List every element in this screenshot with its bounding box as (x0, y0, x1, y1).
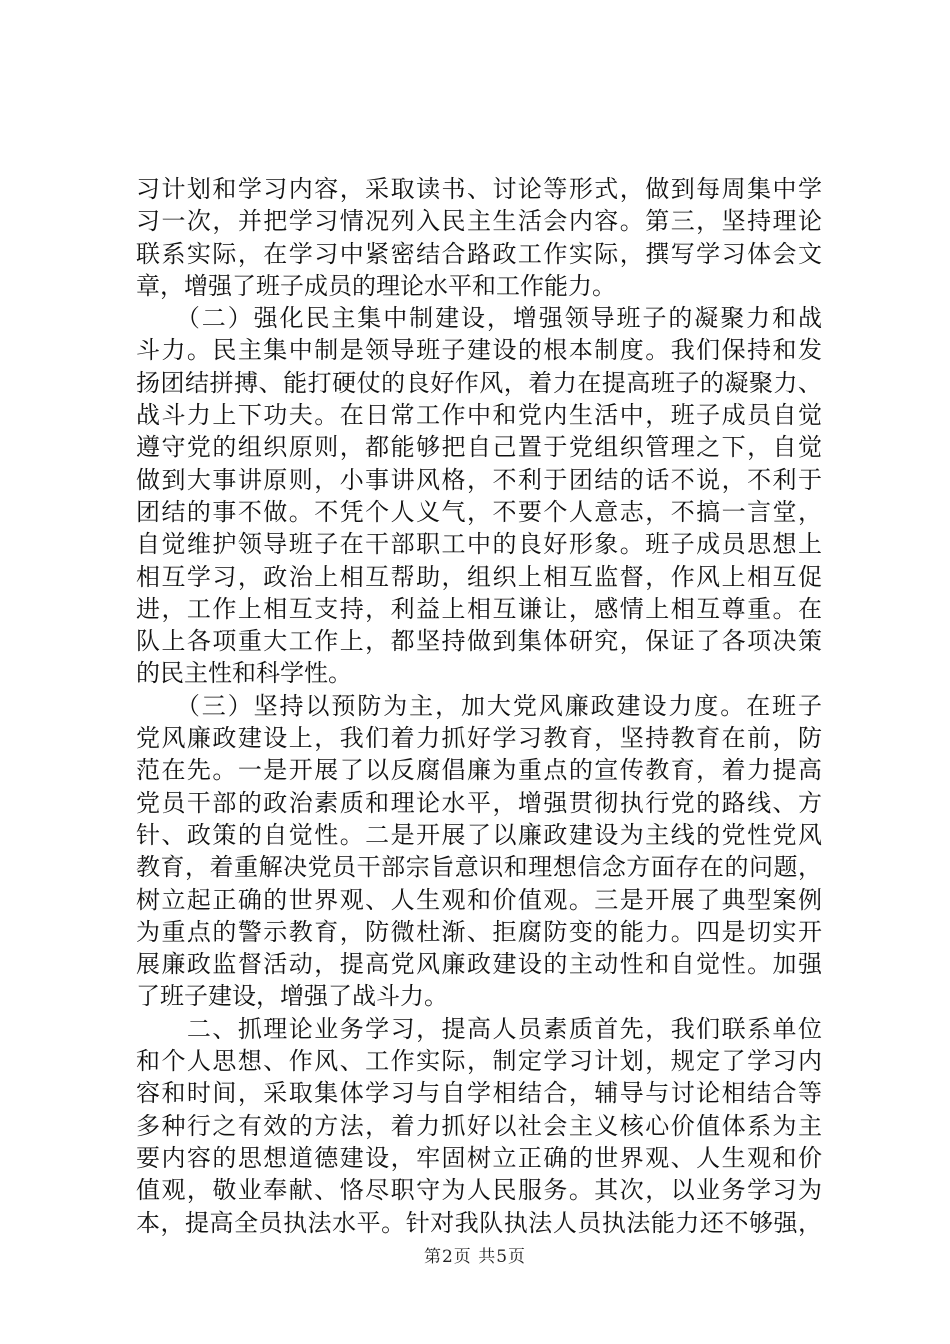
text-line: 斗力。民主集中制是领导班子建设的根本制度。我们保持和发 (136, 336, 822, 365)
text-line: 树立起正确的世界观、人生观和价值观。三是开展了典型案例 (136, 885, 822, 914)
text-line: 战斗力上下功夫。在日常工作中和党内生活中，班子成员自觉 (136, 401, 822, 430)
text-line: 值观，敬业奉献、恪尽职守为人民服务。其次，以业务学习为 (136, 1176, 822, 1205)
page-number-footer: 第2页 共5页 (423, 1247, 527, 1267)
text-line: 范在先。一是开展了以反腐倡廉为重点的宣传教育，着力提高 (136, 756, 822, 785)
text-line: 遵守党的组织原则，都能够把自己置于党组织管理之下，自觉 (136, 433, 822, 462)
text-line: 本，提高全员执法水平。针对我队执法人员执法能力还不够强， (136, 1208, 822, 1237)
text-line: 针、政策的自觉性。二是开展了以廉政建设为主线的党性党风 (136, 820, 822, 849)
text-line: 扬团结拼搏、能打硬仗的良好作风，着力在提高班子的凝聚力、 (136, 368, 822, 397)
text-line: 团结的事不做。不凭个人义气，不要个人意志，不搞一言堂， (136, 497, 822, 526)
text-line: 的民主性和科学性。 (136, 659, 352, 688)
text-line: 二、抓理论业务学习，提高人员素质首先，我们联系单位 (136, 1014, 822, 1043)
text-line: 要内容的思想道德建设，牢固树立正确的世界观、人生观和价 (136, 1143, 822, 1172)
document-body (136, 173, 822, 1239)
text-line: 联系实际，在学习中紧密结合路政工作实际，撰写学习体会文 (136, 239, 822, 268)
text-line: 和个人思想、作风、工作实际，制定学习计划，规定了学习内 (136, 1047, 822, 1076)
text-line: 自觉维护领导班子在干部职工中的良好形象。班子成员思想上 (136, 530, 822, 559)
text-line: 展廉政监督活动，提高党风廉政建设的主动性和自觉性。加强 (136, 950, 822, 979)
text-line: （三）坚持以预防为主，加大党风廉政建设力度。在班子 (136, 691, 822, 720)
text-line: 为重点的警示教育，防微杜渐、拒腐防变的能力。四是切实开 (136, 917, 822, 946)
text-line: （二）强化民主集中制建设，增强领导班子的凝聚力和战 (136, 304, 822, 333)
text-line: 进，工作上相互支持，利益上相互谦让，感情上相互尊重。在 (136, 594, 822, 623)
text-line: 教育，着重解决党员干部宗旨意识和理想信念方面存在的问题， (136, 853, 822, 882)
text-line: 党风廉政建设上，我们着力抓好学习教育，坚持教育在前，防 (136, 724, 822, 753)
text-line: 相互学习，政治上相互帮助，组织上相互监督，作风上相互促 (136, 562, 822, 591)
text-line: 做到大事讲原则，小事讲风格，不利于团结的话不说，不利于 (136, 465, 822, 494)
text-line: 习一次，并把学习情况列入民主生活会内容。第三，坚持理论 (136, 207, 822, 236)
text-line: 队上各项重大工作上，都坚持做到集体研究，保证了各项决策 (136, 627, 822, 656)
text-line: 多种行之有效的方法，着力抓好以社会主义核心价值体系为主 (136, 1111, 822, 1140)
text-line: 了班子建设，增强了战斗力。 (136, 982, 448, 1011)
text-line: 章，增强了班子成员的理论水平和工作能力。 (136, 271, 616, 300)
text-line: 习计划和学习内容，采取读书、讨论等形式，做到每周集中学 (136, 175, 822, 203)
text-line: 党员干部的政治素质和理论水平，增强贯彻执行党的路线、方 (136, 788, 822, 817)
text-line: 容和时间，采取集体学习与自学相结合，辅导与讨论相结合等 (136, 1079, 822, 1108)
